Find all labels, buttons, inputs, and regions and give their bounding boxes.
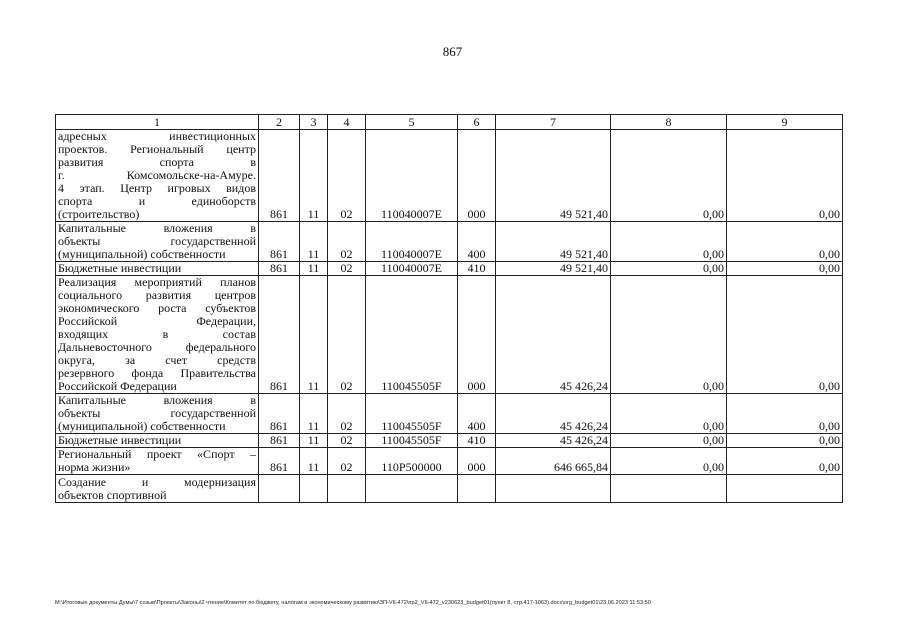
row-name-line: адресных инвестиционных [58, 129, 256, 143]
amount-cell: 0,00 [727, 276, 843, 394]
expense-type-cell [458, 475, 496, 503]
header-cell: 1 [56, 115, 259, 130]
target-article-cell: 110045505F [366, 434, 458, 448]
row-name-line: объекты государственной [58, 406, 256, 420]
table-row [56, 475, 843, 503]
row-name-line: Региональный проект «Спорт – [58, 447, 256, 461]
table-row [56, 434, 843, 448]
row-name-line: проектов. Региональный центр [58, 142, 256, 156]
ministry-code-cell: 861 [259, 448, 300, 475]
ministry-code-cell: 861 [259, 130, 300, 222]
row-name-line: Российской Федерации, [58, 314, 256, 328]
target-article-cell: 110040007Е [366, 130, 458, 222]
amount-cell: 0,00 [727, 448, 843, 475]
amount-cell: 0,00 [611, 222, 727, 262]
header-cell: 3 [300, 115, 328, 130]
subsection-code-cell: 02 [328, 394, 366, 434]
row-name-line: Бюджетные инвестиции [58, 261, 182, 275]
page-number: 867 [442, 44, 463, 59]
expense-type-cell: 400 [458, 394, 496, 434]
amount-cell: 0,00 [611, 130, 727, 222]
row-name-line: развития спорта в [58, 155, 256, 169]
amount-cell [496, 475, 611, 503]
section-code-cell: 11 [300, 434, 328, 448]
row-name-line: Реализация мероприятий планов [58, 275, 256, 289]
table-row [56, 276, 843, 394]
expense-type-cell: 000 [458, 276, 496, 394]
table-row [56, 262, 843, 276]
amount-cell: 646 665,84 [496, 448, 611, 475]
target-article-cell: 110040007Е [366, 222, 458, 262]
amount-cell: 0,00 [727, 394, 843, 434]
amount-cell: 0,00 [611, 394, 727, 434]
target-article-cell: 110045505F [366, 394, 458, 434]
row-name-line: (муниципальной) собственности [58, 247, 226, 261]
subsection-code-cell: 02 [328, 222, 366, 262]
row-name-line: (строительство) [58, 207, 140, 221]
row-name-line: объекты государственной [58, 234, 256, 248]
ministry-code-cell [259, 475, 300, 503]
row-name-line: социального развития центров [58, 288, 256, 302]
header-cell: 4 [328, 115, 366, 130]
row-name-line: объектов спортивной [58, 488, 167, 502]
expense-type-cell: 400 [458, 222, 496, 262]
ministry-code-cell: 861 [259, 394, 300, 434]
row-name-line: округа, за счет средств [58, 353, 256, 367]
amount-cell: 45 426,24 [496, 394, 611, 434]
expense-type-cell: 410 [458, 434, 496, 448]
row-name-cell [56, 130, 259, 222]
row-name-line: 4 этап. Центр игровых видов [58, 181, 256, 195]
expense-type-cell: 410 [458, 262, 496, 276]
amount-cell: 0,00 [727, 130, 843, 222]
row-name-cell [56, 394, 259, 434]
amount-cell: 0,00 [611, 434, 727, 448]
row-name-cell [56, 475, 259, 503]
section-code-cell: 11 [300, 222, 328, 262]
target-article-cell: 110Р500000 [366, 448, 458, 475]
row-name-line: норма жизни» [58, 460, 131, 474]
ministry-code-cell: 861 [259, 434, 300, 448]
header-cell: 5 [366, 115, 458, 130]
amount-cell: 49 521,40 [496, 130, 611, 222]
section-code-cell: 11 [300, 262, 328, 276]
section-code-cell: 11 [300, 448, 328, 475]
row-name-cell [56, 262, 259, 276]
header-cell: 9 [727, 115, 843, 130]
section-code-cell: 11 [300, 130, 328, 222]
amount-cell: 45 426,24 [496, 276, 611, 394]
header-cell: 7 [496, 115, 611, 130]
ministry-code-cell: 861 [259, 222, 300, 262]
table-body [56, 130, 843, 503]
amount-cell: 0,00 [727, 262, 843, 276]
row-name-cell [56, 434, 259, 448]
amount-cell: 49 521,40 [496, 262, 611, 276]
table-header-row [56, 115, 843, 130]
row-name-cell [56, 276, 259, 394]
subsection-code-cell [328, 475, 366, 503]
section-code-cell: 11 [300, 394, 328, 434]
target-article-cell [366, 475, 458, 503]
document-file-path: M:\Итоговые документы Думы\7 созыв\Проекты\Законы\2 чтение\Комитет по бюджету, налогам и экономическому развитию\ЗП-VII-472\пр2_VII-472_v230623_budget01(пункт 8, стр.417-1063).docx\org_budget01\23.06.2023 11:53:50 [55, 600, 651, 606]
header-cell: 2 [259, 115, 300, 130]
amount-cell [727, 475, 843, 503]
subsection-code-cell: 02 [328, 448, 366, 475]
header-cell: 6 [458, 115, 496, 130]
row-name-line: Создание и модернизация [58, 475, 256, 489]
ministry-code-cell: 861 [259, 276, 300, 394]
row-name-line: Капитальные вложения в [58, 221, 256, 235]
row-name-line: г. Комсомольске-на-Амуре. [58, 168, 256, 182]
table-row [56, 130, 843, 222]
table-row [56, 222, 843, 262]
row-name-line: (муниципальной) собственности [58, 419, 226, 433]
amount-cell: 0,00 [727, 222, 843, 262]
amount-cell: 0,00 [611, 276, 727, 394]
section-code-cell [300, 475, 328, 503]
row-name-line: Капитальные вложения в [58, 393, 256, 407]
subsection-code-cell: 02 [328, 434, 366, 448]
amount-cell: 49 521,40 [496, 222, 611, 262]
row-name-cell [56, 448, 259, 475]
row-name-line: экономического роста субъектов [58, 301, 256, 315]
amount-cell: 0,00 [611, 448, 727, 475]
subsection-code-cell: 02 [328, 262, 366, 276]
subsection-code-cell: 02 [328, 276, 366, 394]
row-name-line: Бюджетные инвестиции [58, 433, 182, 447]
budget-table [55, 114, 843, 503]
row-name-line: входящих в состав [58, 327, 256, 341]
amount-cell [611, 475, 727, 503]
target-article-cell: 110045505F [366, 276, 458, 394]
row-name-line: резервного фонда Правительства [58, 366, 256, 380]
expense-type-cell: 000 [458, 448, 496, 475]
amount-cell: 45 426,24 [496, 434, 611, 448]
row-name-line: спорта и единоборств [58, 194, 256, 208]
section-code-cell: 11 [300, 276, 328, 394]
ministry-code-cell: 861 [259, 262, 300, 276]
amount-cell: 0,00 [727, 434, 843, 448]
table-row [56, 448, 843, 475]
target-article-cell: 110040007Е [366, 262, 458, 276]
subsection-code-cell: 02 [328, 130, 366, 222]
table-row [56, 394, 843, 434]
header-cell: 8 [611, 115, 727, 130]
row-name-cell [56, 222, 259, 262]
row-name-line: Российской Федерации [58, 379, 177, 393]
amount-cell: 0,00 [611, 262, 727, 276]
expense-type-cell: 000 [458, 130, 496, 222]
row-name-line: Дальневосточного федерального [58, 340, 256, 354]
